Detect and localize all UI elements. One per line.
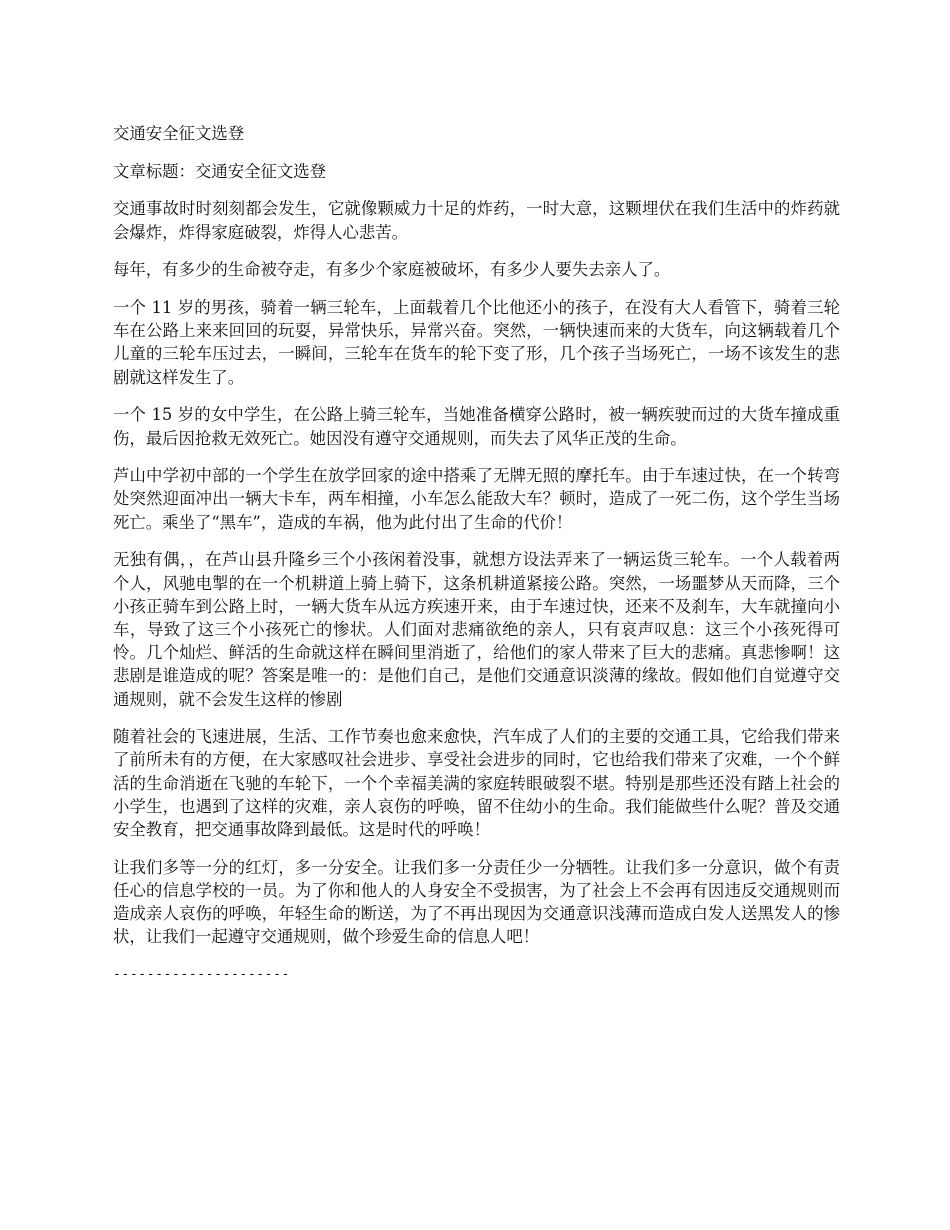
paragraph-4: 一个 15 岁的女中学生，在公路上骑三轮车，当她准备横穿公路时，被一辆疾驶而过的大货车撞成重伤，最后因抢救无效死亡。她因没有遵守交通规则，而失去了风华正茂的生命。	[113, 405, 840, 448]
document-title: 交通安全征文选登	[113, 124, 245, 143]
paragraph-2: 每年，有多少的生命被夺走，有多少个家庭被破坏，有多少人要失去亲人了。	[113, 260, 671, 280]
paragraph-5: 芦山中学初中部的一个学生在放学回家的途中搭乘了无牌无照的摩托车。由于车速过快，在一个转弯处突然迎面冲出一辆大卡车，两车相撞，小车怎么能敌大车？顿时，造成了一死二伤，这个学生当场死亡。乘坐了“黑车”，造成的车祸，他为此付出了生命的代价！	[113, 466, 840, 532]
paragraph-7: 随着社会的飞速进展，生活、工作节奏也愈来愈快，汽车成了人们的主要的交通工具，它给我们带来了前所未有的方便，在大家感叹社会进步、享受社会进步的同时，它也给我们带来了灾难，一个个鲜活的生命消逝在飞驰的车轮下，一个个幸福美满的家庭转眼破裂不堪。特别是那些还没有踏上社会的小学生，也遇到了这样的灾难，亲人哀伤的呼唤，留不住幼小的生命。我们能做些什么呢？普及交通安全教育，把交通事故降到最低。这是时代的呼唤！	[113, 727, 840, 840]
divider-line: ---------------------	[113, 967, 290, 983]
paragraph-1: 交通事故时时刻刻都会发生，它就像颗威力十足的炸药，一时大意，这颗埋伏在我们生活中的炸药就会爆炸，炸得家庭破裂，炸得人心悲苦。	[113, 199, 840, 242]
article-heading: 文章标题：交通安全征文选登	[113, 161, 327, 181]
paragraph-6: 无独有偶，，在芦山县升隆乡三个小孩闲着没事，就想方设法弄来了一辆运货三轮车。一个人载着两个人，风驰电掣的在一个机耕道上骑上骑下，这条机耕道紧接公路。突然，一场噩梦从天而降，三个小孩正骑车到公路上时，一辆大货车从远方疾速开来，由于车速过快，还来不及刹车，大车就撞向小车，导致了这三个小孩死亡的惨状。人们面对悲痛欲绝的亲人，只有哀声叹息：这三个小孩死得可怜。几个灿烂、鲜活的生命就这样在瞬间里消逝了，给他们的家人带来了巨大的悲痛。真悲惨啊！这悲剧是谁造成的呢？答案是唯一的：是他们自己，是他们交通意识淡薄的缘故。假如他们自觉遵守交通规则，就不会发生这样的惨剧	[113, 550, 840, 709]
paragraph-3: 一个 11 岁的男孩，骑着一辆三轮车，上面载着几个比他还小的孩子，在没有大人看管下，骑着三轮车在公路上来来回回的玩耍，异常快乐，异常兴奋。突然，一辆快速而来的大货车，向这辆载着几个儿童的三轮车压过去，一瞬间，三轮车在货车的轮下变了形，几个孩子当场死亡，一场不该发生的悲剧就这样发生了。	[113, 298, 840, 387]
document-body	[113, 122, 840, 1001]
paragraph-8: 让我们多等一分的红灯，多一分安全。让我们多一分责任少一分牺牲。让我们多一分意识，做个有责任心的信息学校的一员。为了你和他人的人身安全不受损害，为了社会上不会再有因违反交通规则而造成亲人哀伤的呼唤，年轻生命的断送，为了不再出现因为交通意识浅薄而造成白发人送黑发人的惨状，让我们一起遵守交通规则，做个珍爱生命的信息人吧！	[113, 857, 840, 947]
